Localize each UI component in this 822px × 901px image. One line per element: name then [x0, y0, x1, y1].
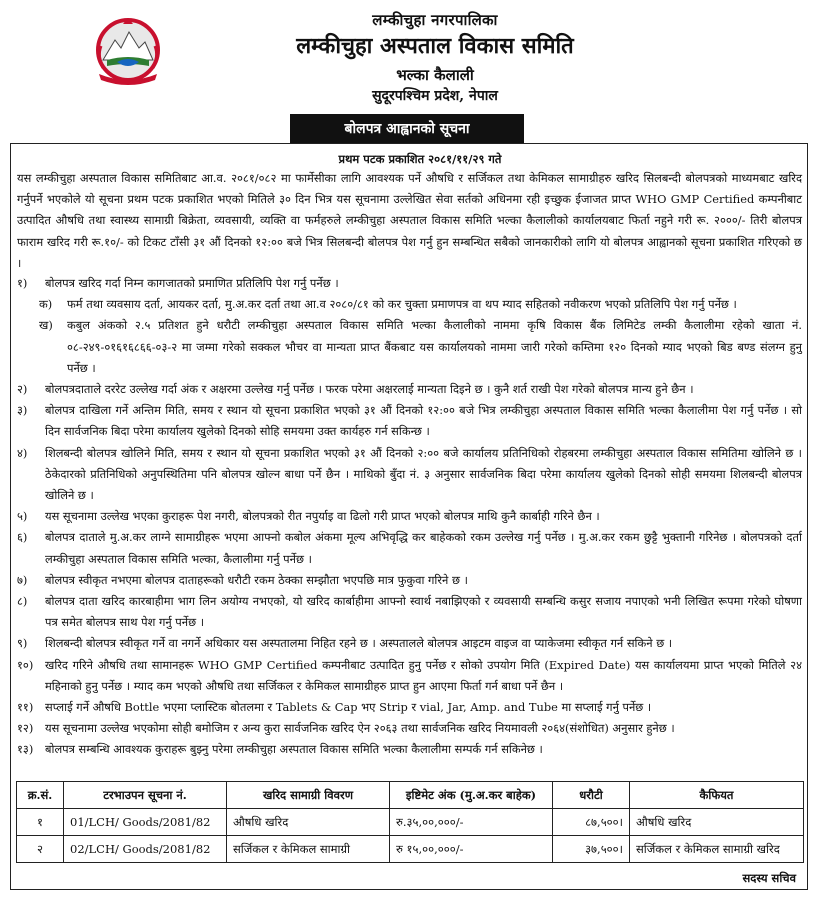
notice-item [17, 739, 802, 760]
item-text: बोलपत्र दाता खरिद कारबाहीमा भाग लिन अयोग्य नभएको, यो खरिद कार्बाहीमा आफ्नो स्वार्थ नबाझिएको र व्यवसायी सम्बन्धि कसुर सजाय नपाएको भनी लिखित रूपमा गरेको घोषणा पत्र समेत बोलपत्र साथ पेश गर्नु पर्नेछ । [45, 594, 802, 630]
cell-estimate: रु.३५,००,०००/- [390, 809, 553, 836]
cell-sn: १ [17, 809, 64, 836]
nepal-emblem-icon [93, 16, 163, 88]
notice-subitem [39, 315, 802, 379]
notice-item [17, 443, 802, 507]
notice-item [17, 633, 802, 654]
col-remarks: कैफियत [630, 782, 804, 809]
item-text: शिलबन्दी बोलपत्र स्वीकृत गर्ने वा नगर्ने अधिकार यस अस्पतालमा निहित रहने छ । अस्पतालले बोलपत्र आइटम वाइज वा प्याकेजमा स्वीकृत गर्न सकिने छ । [45, 636, 673, 651]
item-number: ९) [17, 636, 28, 651]
item-text: सप्लाई गर्ने औषधि Bottle भएमा प्लास्टिक बोतलमा र Tablets & Cap भए Strip र vial, Jar, Amp. and Tube मा सप्लाई गर्नु पर्नेछ । [45, 700, 652, 715]
item-text: बोलपत्र खरिद गर्दा निम्न कागजातको प्रमाणित प्रतिलिपि पेश गर्नु पर्नेछ । [45, 276, 339, 290]
col-sn: क्र.सं. [17, 782, 64, 809]
cell-notice-no: 01/LCH/ Goods/2081/82 [64, 809, 227, 836]
cell-description: सर्जिकल र केमिकल सामाग्री [227, 836, 390, 863]
cell-deposit: ३७,५००। [553, 836, 630, 863]
item-number: ३) [17, 403, 28, 418]
item-text: बोलपत्र दाखिला गर्ने अन्तिम मिति, समय र स्थान यो सूचना प्रकाशित भएको ३१ औं दिनको १२:०० बजे भित्र लम्कीचुहा अस्पताल विकास समिति भल्का कैलालीमा पेश गर्नु पर्नेछ । सो दिन सार्वजनिक बिदा परेमा कार्यालय खुलेको दिनको सोहि समयमा उक्त कार्यहरु गर्न सकिन्छ । [45, 403, 802, 439]
notice-item [17, 379, 802, 400]
subitem-number: क) [39, 297, 53, 312]
item-text: खरिद गरिने औषधि तथा सामानहरू WHO GMP Certified कम्पनीबाट उत्पादित हुनु पर्नेछ र सोको उपयोग मिति (Expired Date) यस कार्यालयमा प्राप्त भएको मितिले २४ महिनाको हुनु पर्नेछ । म्याद कम भएको औषधि तथा सर्जिकल र केमिकल सामाग्रीहरु प्राप्त हुन आएमा फिर्ता गर्न बाधा पर्ने छैन । [45, 657, 802, 693]
item-number: १३) [17, 742, 34, 757]
notice-item [17, 718, 802, 739]
notice-title: बोलपत्र आह्वानको सूचना [290, 114, 524, 143]
cell-remarks: सर्जिकल र केमिकल सामाग्री खरिद [630, 836, 804, 863]
subitem-text: फर्म तथा व्यवसाय दर्ता, आयकर दर्ता, मु.अ.कर दर्ता तथा आ.व २०८०/८१ को कर चुक्ता प्रमाणपत्र वा थप म्याद सहितको नवीकरण भएको प्रतिलिपि पेश गर्नु पर्नेछ । [67, 297, 737, 312]
notice-subitem [39, 294, 802, 315]
publication-date: प्रथम पटक प्रकाशित २०८१/११/२९ गते [338, 152, 502, 166]
notice-items [17, 273, 802, 761]
item-text: बोलपत्र स्वीकृत नभएमा बोलपत्र दाताहरूको धरौटी रकम ठेक्का सम्झौता भएपछि मात्र फुकुवा गरिने छ । [45, 572, 468, 587]
table-header-row [17, 782, 804, 809]
location: भल्का कैलाली [396, 66, 474, 84]
item-number: २) [17, 382, 28, 397]
subitem-text: कबुल अंकको २.५ प्रतिशत हुने धरौटी लम्कीचुहा अस्पताल विकास समिति भल्का कैलालीको नाममा कृषि विकास बैंक लिमिटेड लम्की कैलालीमा रहेको खाता नं. ०८-२४९-०१६१६८६६-०३-२ मा जम्मा गरेको सक्कल भौचर वा मान्यता प्राप्त बैंकबाट यस कार्यालयको नाममा जारी गरेको कम्तिमा १२० दिनको म्याद भएको बिड बण्ड संलग्न हुनु पर्नेछ । [67, 318, 803, 375]
item-number: ८) [17, 594, 28, 609]
cell-description: औषधि खरिद [227, 809, 390, 836]
item-text: बोलपत्र सम्बन्धि आवश्यक कुराहरू बुझ्नु परेमा लम्कीचुहा अस्पताल विकास समिति भल्का कैलालीमा सम्पर्क गर्न सकिनेछ । [45, 742, 543, 757]
item-number: १) [17, 276, 28, 290]
notice-item [17, 273, 802, 294]
item-text: बोलपत्रदाताले दररेट उल्लेख गर्दा अंक र अक्षरमा उल्लेख गर्नु पर्नेछ । फरक परेमा अक्षरलाई मान्यता दिइने छ । कुनै शर्त राखी पेश गरेको बोलपत्र मान्य हुने छैन । [45, 382, 694, 397]
table-row [17, 809, 804, 836]
notice-item [17, 527, 802, 569]
signature: सदस्य सचिव [742, 871, 796, 885]
col-deposit: धरौटी [553, 782, 630, 809]
item-text: शिलबन्दी बोलपत्र खोलिने मिति, समय र स्थान यो सूचना प्रकाशित भएको ३१ औं दिनको २:०० बजे कार्यालय प्रतिनिधिको रोहबरमा लम्कीचुहा अस्पताल विकास समितिमा खोलिने छ । ठेकेदारको प्रतिनिधिको अनुपस्थितिमा पनि बोलपत्र खोल्न बाधा पर्ने छैन । माथिको बुँदा नं. ३ अनुसार सार्वजनिक बिदा परेमा कार्यालय खुलेको दिनको सोही समयमा शिलबन्दी बोलपत्र खोलिने छ । [45, 445, 802, 503]
tender-table [16, 781, 804, 863]
province: सुदूरपश्चिम प्रदेश, नेपाल [372, 88, 498, 104]
municipality-name: लम्कीचुहा नगरपालिका [372, 11, 498, 29]
cell-sn: २ [17, 836, 64, 863]
item-number: १२) [17, 721, 34, 736]
item-number: ६) [17, 530, 28, 545]
cell-remarks: औषधि खरिद [630, 809, 804, 836]
item-number: ७) [17, 572, 28, 587]
notice-item [17, 697, 802, 718]
col-description: खरिद सामाग्री विवरण [227, 782, 390, 809]
col-estimate: इष्टिमेट अंक (मु.अ.कर बाहेक) [390, 782, 553, 809]
cell-notice-no: 02/LCH/ Goods/2081/82 [64, 836, 227, 863]
item-text: यस सूचनामा उल्लेख भएकोमा सोही बमोजिम र अन्य कुरा सार्वजनिक खरिद ऐन २०६३ तथा सार्वजनिक खरिद नियमावली २०६४(संशोधित) अनुसार हुनेछ । [45, 721, 675, 736]
committee-name: लम्कीचुहा अस्पताल विकास समिति [296, 33, 574, 59]
notice-item [17, 655, 802, 697]
subitem-number: ख) [39, 318, 53, 333]
notice-item [17, 591, 802, 633]
item-number: ४) [17, 445, 28, 460]
cell-deposit: ८७,५००। [553, 809, 630, 836]
item-number: १०) [17, 657, 34, 672]
intro-paragraph [17, 168, 802, 274]
intro-text: यस लम्कीचुहा अस्पताल विकास समितिबाट आ.व. २०८१/०८२ मा फार्मेसीका लागि आवश्यक पर्ने औषधि र सर्जिकल तथा केमिकल सामाग्रीहरु खरिद सिलबन्दी बोलपत्रको माध्यमबाट खरिद गर्नुपर्ने भएकोले यो सूचना प्रथम पटक प्रकाशित भएको मितिले ३० दिन भित्र यस सूचनामा उल्लेखित सेवा सर्तको अधिनमा रही इच्छुक ईजाजत प्राप्त WHO GMP Certified कम्पनीबाट उत्पादित औषधि तथा स्वास्थ्य सामाग्री बिक्रेता, व्यवसायी, व्यक्ति वा फर्महरुले लम्कीचुहा अस्पताल विकास समिति भल्का कैलालीको कार्यालयबाट फिर्ता नहुने गरी रू. २०००/- तिरी बोलपत्र फाराम खरिद गरी रू.१०/- को टिकट टाँसी ३१ औं दिनको १२:०० बजे भित्र सिलबन्दी बोलपत्र पेश गर्नु हुन सम्बन्धित सबैको जानकारीको लागि यो बोलपत्र आह्वानको सूचना प्रकाशित गरिएको छ । [17, 171, 802, 270]
notice-item [17, 400, 802, 442]
table-row [17, 836, 804, 863]
cell-estimate: रु १५,००,०००/- [390, 836, 553, 863]
item-number: ५) [17, 509, 28, 524]
notice-item [17, 506, 802, 527]
item-number: ११) [17, 700, 34, 715]
col-notice-no: टरभाउपन सूचना नं. [64, 782, 227, 809]
item-text: यस सूचनामा उल्लेख भएका कुराहरू पेश नगरी, बोलपत्रको रीत नपुर्याइ वा ढिलो गरी प्राप्त भएको बोलपत्र माथि कुनै कार्बाही गरिने छैन । [45, 509, 600, 524]
item-text: बोलपत्र दाताले मु.अ.कर लाग्ने सामाग्रीहरू भएमा आफ्नो कबोल अंकमा मूल्य अभिवृद्धि कर बाहेकको रकम उल्लेख गर्नु पर्नेछ । मु.अ.कर रकम छुट्टै भुक्तानी गरिनेछ । बोलपत्रको दर्ता लम्कीचुहा अस्पताल विकास समिति भल्का, कैलालीमा गर्नु पर्नेछ । [45, 530, 802, 566]
notice-item [17, 570, 802, 591]
